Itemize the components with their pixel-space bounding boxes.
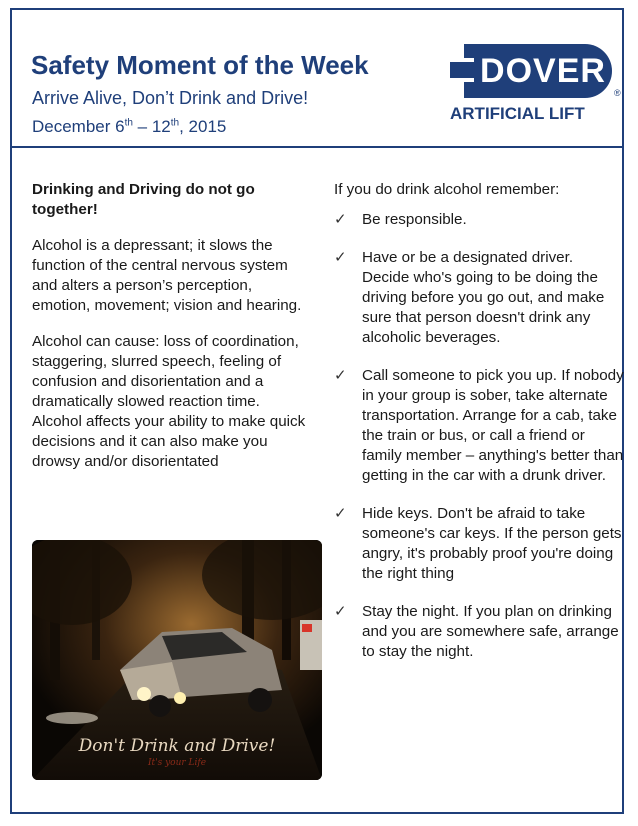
page-subtitle: Arrive Alive, Don’t Drink and Drive! bbox=[32, 88, 309, 108]
page-title: Safety Moment of the Week bbox=[31, 50, 369, 80]
date-range bbox=[32, 117, 226, 137]
list-item bbox=[334, 602, 624, 662]
date-suffix-2: th bbox=[170, 117, 180, 129]
list-item bbox=[334, 504, 624, 584]
checkmark-icon: ✓ bbox=[334, 603, 347, 620]
list-item-text: Stay the night. If you plan on drinking and you are somewhere safe, arrange to stay the night. bbox=[362, 603, 619, 660]
caption-main: Don't Drink and Drive! bbox=[78, 736, 276, 756]
right-column bbox=[334, 180, 624, 680]
logo-wordmark: DOVER bbox=[480, 52, 606, 90]
date-year: , 2015 bbox=[179, 117, 227, 136]
list-item bbox=[334, 248, 624, 348]
date-suffix-1: th bbox=[124, 117, 133, 129]
safety-checklist bbox=[334, 210, 624, 662]
dover-logo bbox=[450, 44, 630, 124]
date-start: December 6 bbox=[32, 117, 125, 136]
list-item-text: Be responsible. bbox=[362, 211, 467, 228]
logo-subtitle: ARTIFICIAL LIFT bbox=[450, 104, 585, 123]
checkmark-icon: ✓ bbox=[334, 249, 347, 266]
list-item-text: Have or be a designated driver. Decide who's going to be doing the driving before you go out, and make sure that person doesn't drink any alcoholic beverages. bbox=[362, 249, 605, 346]
checklist-intro: If you do drink alcohol remember: bbox=[334, 181, 560, 198]
checkmark-icon: ✓ bbox=[334, 367, 347, 384]
crash-photo bbox=[32, 540, 322, 780]
lead-statement: Drinking and Driving do not go together! bbox=[32, 181, 255, 218]
checkmark-icon: ✓ bbox=[334, 211, 347, 228]
checkmark-icon: ✓ bbox=[334, 505, 347, 522]
photo-caption bbox=[32, 736, 322, 768]
registered-mark: ® bbox=[614, 88, 621, 98]
left-column bbox=[32, 180, 312, 488]
caption-sub: It's your Life bbox=[147, 758, 207, 768]
paragraph-alcohol-depressant: Alcohol is a depressant; it slows the function of the central nervous system and alters a person’s perception, emotion, movement; vision and hearing. bbox=[32, 237, 302, 314]
list-item-text: Call someone to pick you up. If nobody in your group is sober, take alternate transportation. Arrange for a cab, take the train or bus, or call a friend or family member – anything's better than getting in the car with a drunk driver. bbox=[362, 367, 624, 484]
paragraph-alcohol-effects: Alcohol can cause: loss of coordination, staggering, slurred speech, feeling of confusion and disorientation and a dramatically slowed reaction time. Alcohol affects your ability to make quick decisions and it can also make you drowsy and/or disorientated bbox=[32, 333, 306, 470]
header-divider bbox=[12, 146, 622, 148]
list-item-text: Hide keys. Don't be afraid to take someone's car keys. If the person gets angry, it's probably proof you're doing the right thing bbox=[362, 505, 622, 582]
list-item bbox=[334, 366, 624, 486]
date-end: – 12 bbox=[132, 117, 171, 136]
list-item bbox=[334, 210, 624, 230]
